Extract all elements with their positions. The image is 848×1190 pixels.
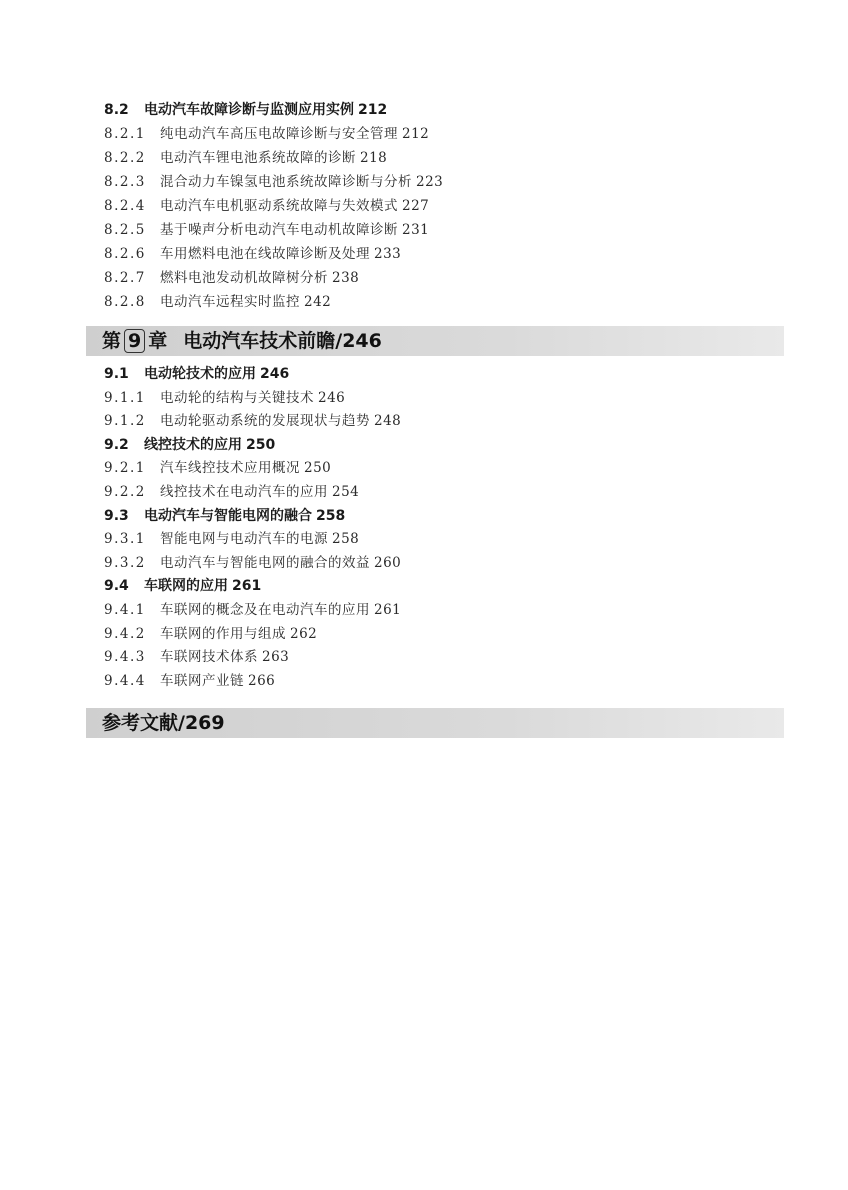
toc-subsection-entry bbox=[104, 124, 429, 144]
entry-page-number: 233 bbox=[374, 246, 402, 262]
chapter-suffix: 章 bbox=[148, 330, 168, 352]
entry-title: 车联网的应用 bbox=[144, 578, 228, 595]
entry-number: 8.2.3 bbox=[104, 174, 146, 190]
entry-title: 车联网产业链 bbox=[160, 672, 244, 689]
entry-page-number: 246 bbox=[260, 366, 290, 382]
entry-number: 9.4.1 bbox=[104, 602, 146, 618]
entry-page-number: 263 bbox=[262, 649, 290, 666]
entry-number: 9.4.2 bbox=[104, 625, 146, 642]
entry-title: 电动轮的结构与关键技术 bbox=[160, 389, 314, 406]
toc-subsection-entry bbox=[104, 244, 401, 264]
toc-subsection-entry bbox=[104, 411, 401, 431]
toc-subsection-entry bbox=[104, 268, 359, 288]
references-title: 参考文献/269 bbox=[102, 712, 225, 734]
entry-page-number: 250 bbox=[246, 436, 276, 453]
entry-title: 汽车线控技术应用概况 bbox=[160, 460, 300, 477]
toc-subsection-entry bbox=[104, 172, 443, 192]
toc-subsection-entry bbox=[104, 647, 289, 667]
chapter-number-box: 9 bbox=[124, 329, 145, 353]
entry-title: 智能电网与电动汽车的电源 bbox=[160, 531, 328, 548]
toc-subsection-entry bbox=[104, 553, 401, 573]
entry-number: 9.4.4 bbox=[104, 672, 146, 689]
entry-page-number: 258 bbox=[332, 531, 360, 548]
entry-number: 9.2.2 bbox=[104, 484, 146, 500]
entry-number: 9.2.1 bbox=[104, 460, 146, 477]
entry-page-number: 231 bbox=[402, 222, 430, 238]
toc-section-entry bbox=[104, 435, 275, 455]
toc-section-entry bbox=[104, 100, 387, 120]
entry-number: 8.2.6 bbox=[104, 246, 146, 262]
entry-title: 电动轮驱动系统的发展现状与趋势 bbox=[160, 413, 370, 430]
entry-page-number: 261 bbox=[232, 578, 262, 595]
entry-page-number: 218 bbox=[360, 150, 388, 166]
entry-page-number: 262 bbox=[290, 625, 318, 642]
entry-number: 9.1 bbox=[104, 366, 129, 382]
toc-subsection-entry bbox=[104, 196, 429, 216]
entry-page-number: 212 bbox=[358, 102, 388, 118]
entry-page-number: 212 bbox=[402, 126, 430, 142]
entry-page-number: 238 bbox=[332, 270, 360, 286]
entry-page-number: 260 bbox=[374, 554, 402, 571]
toc-subsection-entry bbox=[104, 624, 317, 644]
entry-number: 8.2.7 bbox=[104, 270, 146, 286]
entry-title: 电动汽车故障诊断与监测应用实例 bbox=[144, 102, 354, 118]
entry-number: 9.3 bbox=[104, 507, 129, 524]
entry-number: 8.2.2 bbox=[104, 150, 146, 166]
entry-page-number: 261 bbox=[374, 602, 402, 618]
entry-title: 电动汽车与智能电网的融合 bbox=[144, 507, 312, 524]
entry-title: 电动汽车锂电池系统故障的诊断 bbox=[160, 150, 356, 166]
references-heading bbox=[102, 708, 225, 738]
chapter-9-heading bbox=[102, 326, 382, 356]
entry-title: 线控技术的应用 bbox=[144, 436, 242, 453]
entry-title: 电动轮技术的应用 bbox=[144, 366, 256, 382]
entry-title: 车联网的作用与组成 bbox=[160, 625, 286, 642]
entry-number: 8.2.8 bbox=[104, 294, 146, 310]
entry-number: 8.2.1 bbox=[104, 126, 146, 142]
toc-subsection-entry bbox=[104, 292, 331, 312]
entry-number: 9.1.1 bbox=[104, 389, 146, 406]
entry-title: 纯电动汽车高压电故障诊断与安全管理 bbox=[160, 126, 398, 142]
entry-page-number: 242 bbox=[304, 294, 332, 310]
entry-page-number: 227 bbox=[402, 198, 430, 214]
toc-subsection-entry bbox=[104, 148, 387, 168]
chapter-title: 电动汽车技术前瞻/246 bbox=[183, 330, 382, 352]
entry-title: 燃料电池发动机故障树分析 bbox=[160, 270, 328, 286]
entry-title: 电动汽车远程实时监控 bbox=[160, 294, 300, 310]
entry-title: 电动汽车电机驱动系统故障与失效模式 bbox=[160, 198, 398, 214]
entry-number: 8.2.5 bbox=[104, 222, 146, 238]
entry-title: 线控技术在电动汽车的应用 bbox=[160, 484, 328, 500]
entry-number: 9.1.2 bbox=[104, 413, 146, 430]
entry-title: 车联网技术体系 bbox=[160, 649, 258, 666]
entry-title: 车用燃料电池在线故障诊断及处理 bbox=[160, 246, 370, 262]
entry-page-number: 248 bbox=[374, 413, 402, 430]
toc-section-entry bbox=[104, 364, 289, 384]
entry-number: 9.3.2 bbox=[104, 554, 146, 571]
toc-subsection-entry bbox=[104, 388, 345, 408]
chapter-prefix: 第 bbox=[102, 330, 122, 352]
entry-title: 车联网的概念及在电动汽车的应用 bbox=[160, 602, 370, 618]
entry-page-number: 254 bbox=[332, 484, 360, 500]
toc-subsection-entry bbox=[104, 482, 359, 502]
entry-page-number: 266 bbox=[248, 672, 276, 689]
entry-page-number: 258 bbox=[316, 507, 346, 524]
entry-number: 8.2 bbox=[104, 102, 129, 118]
entry-page-number: 250 bbox=[304, 460, 332, 477]
toc-subsection-entry bbox=[104, 220, 429, 240]
toc-subsection-entry bbox=[104, 458, 331, 478]
entry-page-number: 246 bbox=[318, 389, 346, 406]
entry-title: 基于噪声分析电动汽车电动机故障诊断 bbox=[160, 222, 398, 238]
entry-number: 9.2 bbox=[104, 436, 129, 453]
entry-number: 9.3.1 bbox=[104, 531, 146, 548]
entry-page-number: 223 bbox=[416, 174, 444, 190]
toc-section-entry bbox=[104, 506, 345, 526]
toc-subsection-entry bbox=[104, 529, 359, 549]
entry-title: 混合动力车镍氢电池系统故障诊断与分析 bbox=[160, 174, 412, 190]
toc-subsection-entry bbox=[104, 671, 275, 691]
entry-number: 8.2.4 bbox=[104, 198, 146, 214]
entry-title: 电动汽车与智能电网的融合的效益 bbox=[160, 554, 370, 571]
entry-number: 9.4.3 bbox=[104, 649, 146, 666]
toc-section-entry bbox=[104, 576, 261, 596]
toc-subsection-entry bbox=[104, 600, 401, 620]
entry-number: 9.4 bbox=[104, 578, 129, 595]
